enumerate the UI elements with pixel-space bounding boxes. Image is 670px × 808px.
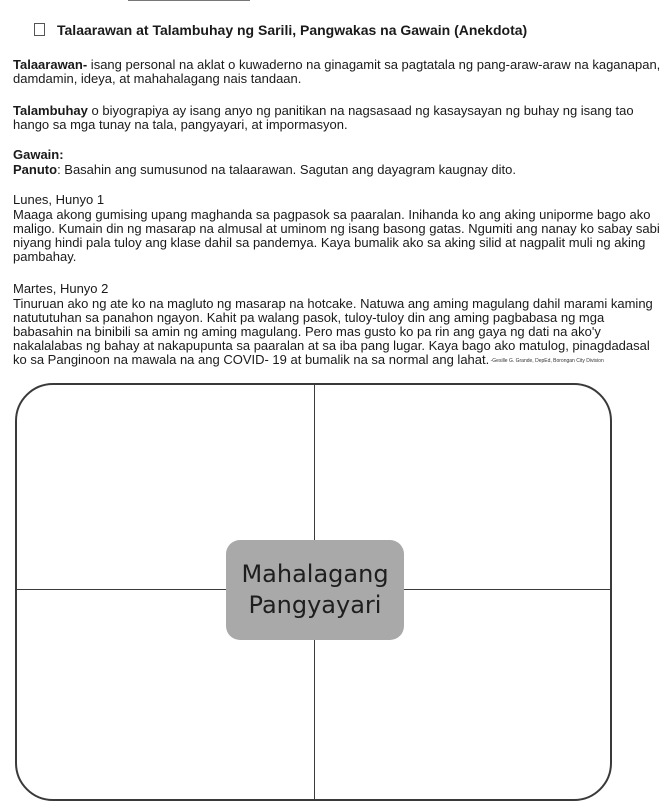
talambuhay-definition (13, 104, 663, 132)
instruction-text: : Basahin ang sumusunod na talaarawan. Sagutan ang dayagram kaugnay dito. (57, 162, 516, 177)
entry-1-text: Maaga akong gumising upang maghanda sa pagpasok sa paaralan. Inihanda ko ang aking uniporme bago ako maligo. Kumain din ng masarap na almusal at uminom ng isang basong gatas. Ngumiti ang nanay ko sabay sabi niyang hindi pala tuloy ang klase dahil sa pandemya. Kaya bumalik ako sa aking silid at nagpalit muli ng aking pambahay. (13, 207, 660, 264)
entry-2-date: Martes, Hunyo 2 (13, 281, 109, 296)
talambuhay-term: Talambuhay (13, 103, 88, 118)
center-label-line-1: Mahalagang (241, 560, 389, 588)
page-title-text: Talaarawan at Talambuhay ng Sarili, Pangwakas na Gawain (Anekdota) (57, 22, 528, 38)
activity-label: Gawain: (13, 147, 64, 162)
entry-2-credit: -Gesille G. Grande, DepEd, Borongan City Division (489, 358, 604, 364)
entry-2-text: Tinuruan ako ng ate ko na magluto ng masarap na hotcake. Natuwa ang aming magulang dahil marami kaming natututuhan sa panahon ngayon. Kahit pa walang pasok, tuloy-tuloy din ang aming pagbabasa ng mga babasahin na binibili sa amin ng aming magulang. Pero mas gusto ko pa rin ang gaya ng dati na ako'y nakalalabas ng bahay at nakapupunta sa paaralan at sa iba pang lugar. Kaya bago ako matulog, pinagdadasal ko sa Panginoon na mawala na ang COVID- 19 at bumalik na sa normal ang lahat. (13, 296, 653, 367)
entry-2-body (13, 297, 663, 368)
diagram-center-label (226, 540, 404, 640)
talaarawan-text: isang personal na aklat o kuwaderno na ginagamit sa pagtatala ng pang-araw-araw na kaganapan, damdamin, ideya, at mahahalagang nais tandaan. (13, 57, 661, 86)
entry-1-date: Lunes, Hunyo 1 (13, 192, 105, 207)
activity-instruction (13, 163, 663, 177)
talaarawan-definition (13, 58, 663, 86)
checkbox-bullet-icon (34, 23, 45, 36)
talaarawan-term: Talaarawan- (13, 57, 88, 72)
instruction-label: Panuto (13, 162, 58, 177)
talambuhay-text: o biyograpiya ay isang anyo ng panitikan na nagsasaad ng kasaysayan ng buhay ng isang tao hango sa mga tunay na tala, pangyayari, at impormasyon. (13, 103, 634, 132)
center-label-line-2: Pangyayari (248, 591, 382, 619)
page-title (34, 22, 527, 38)
events-diagram (15, 383, 612, 801)
top-divider-line (128, 0, 250, 1)
